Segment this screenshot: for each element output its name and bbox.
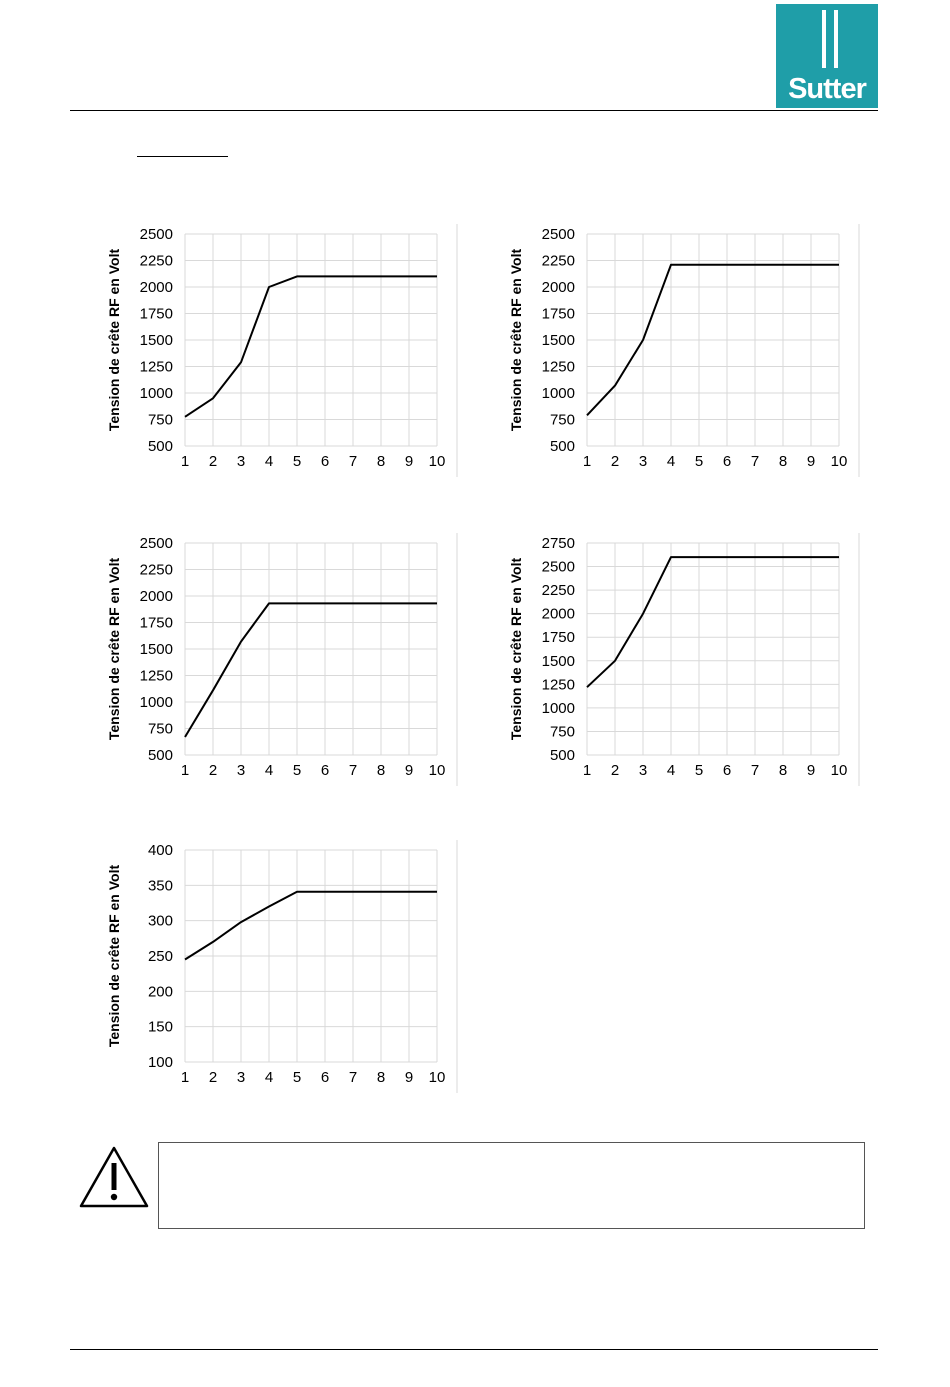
x-tick-label: 8 xyxy=(376,453,386,470)
x-tick-label: 7 xyxy=(348,453,358,470)
y-axis-label: Tension de crête RF en Volt xyxy=(508,248,524,432)
series-line xyxy=(185,603,437,737)
y-axis-label: Tension de crête RF en Volt xyxy=(508,557,524,741)
y-tick-label: 400 xyxy=(147,842,173,859)
y-tick-label: 1000 xyxy=(541,699,575,717)
y-tick-label: 750 xyxy=(549,723,575,741)
x-tick-label: 8 xyxy=(778,453,788,470)
x-tick-label: 10 xyxy=(830,453,848,470)
y-tick-label: 2000 xyxy=(541,279,575,296)
x-tick-label: 4 xyxy=(666,762,676,779)
x-tick-label: 3 xyxy=(236,453,246,470)
y-tick-label: 1000 xyxy=(139,385,173,402)
x-tick-label: 9 xyxy=(404,453,414,470)
x-tick-label: 8 xyxy=(376,762,386,779)
y-tick-label: 1750 xyxy=(541,305,575,323)
x-tick-label: 9 xyxy=(404,762,414,779)
x-tick-label: 6 xyxy=(320,762,330,779)
x-tick-label: 4 xyxy=(666,453,676,470)
y-tick-label: 2250 xyxy=(541,252,575,270)
y-tick-label: 1750 xyxy=(541,629,575,647)
x-tick-label: 1 xyxy=(180,1069,190,1086)
chart-2 xyxy=(502,222,862,480)
y-tick-label: 2500 xyxy=(541,558,575,576)
x-tick-label: 6 xyxy=(722,762,732,779)
x-tick-label: 7 xyxy=(750,453,760,470)
x-tick-label: 2 xyxy=(610,453,620,470)
x-tick-label: 6 xyxy=(722,453,732,470)
y-axis-label: Tension de crête RF en Volt xyxy=(106,557,122,741)
x-tick-label: 10 xyxy=(830,762,848,779)
y-tick-label: 2250 xyxy=(541,582,575,600)
y-tick-label: 2750 xyxy=(541,535,575,552)
chart-4 xyxy=(502,531,862,789)
x-tick-label: 2 xyxy=(610,762,620,779)
y-tick-label: 150 xyxy=(147,1018,173,1036)
y-tick-label: 100 xyxy=(147,1054,173,1071)
y-tick-label: 500 xyxy=(549,438,575,455)
x-tick-label: 8 xyxy=(376,1069,386,1086)
chart-1 xyxy=(100,222,460,480)
x-tick-label: 2 xyxy=(208,453,218,470)
series-line xyxy=(587,557,839,687)
x-tick-label: 3 xyxy=(236,1069,246,1086)
y-tick-label: 2000 xyxy=(139,279,173,296)
x-tick-label: 10 xyxy=(428,762,446,779)
x-tick-label: 6 xyxy=(320,1069,330,1086)
x-tick-label: 7 xyxy=(348,1069,358,1086)
y-tick-label: 1750 xyxy=(139,305,173,323)
sutter-logo xyxy=(776,4,878,108)
x-tick-label: 10 xyxy=(428,1069,446,1086)
warning-box xyxy=(158,1142,865,1229)
y-tick-label: 250 xyxy=(147,948,173,965)
y-tick-label: 1750 xyxy=(139,614,173,632)
chart-3 xyxy=(100,531,460,789)
x-tick-label: 3 xyxy=(638,762,648,779)
y-tick-label: 350 xyxy=(147,877,173,895)
chart-5 xyxy=(100,838,460,1096)
y-tick-label: 1500 xyxy=(541,652,575,670)
x-tick-label: 5 xyxy=(292,1069,302,1086)
x-tick-label: 10 xyxy=(428,453,446,470)
x-tick-label: 2 xyxy=(208,1069,218,1086)
y-tick-label: 1250 xyxy=(541,676,575,694)
y-tick-label: 1500 xyxy=(541,332,575,349)
y-tick-label: 2250 xyxy=(139,252,173,270)
y-tick-label: 1250 xyxy=(139,358,173,376)
x-tick-label: 3 xyxy=(236,762,246,779)
y-tick-label: 1000 xyxy=(139,694,173,711)
warning-triangle-icon xyxy=(78,1145,150,1209)
heading-underline xyxy=(137,156,228,157)
x-tick-label: 4 xyxy=(264,762,274,779)
x-tick-label: 3 xyxy=(638,453,648,470)
y-axis-label: Tension de crête RF en Volt xyxy=(106,248,122,432)
y-axis-label: Tension de crête RF en Volt xyxy=(106,864,122,1048)
footer-rule xyxy=(70,1349,878,1350)
x-tick-label: 8 xyxy=(778,762,788,779)
logo-text: Sutter xyxy=(788,73,866,105)
x-tick-label: 9 xyxy=(404,1069,414,1086)
y-tick-label: 2000 xyxy=(139,588,173,605)
y-tick-label: 750 xyxy=(147,411,173,429)
y-tick-label: 2500 xyxy=(139,535,173,552)
y-tick-label: 1500 xyxy=(139,641,173,658)
x-tick-label: 6 xyxy=(320,453,330,470)
y-tick-label: 200 xyxy=(147,983,173,1001)
y-tick-label: 1250 xyxy=(139,667,173,685)
x-tick-label: 1 xyxy=(180,453,190,470)
header-rule xyxy=(70,110,878,111)
x-tick-label: 5 xyxy=(292,762,302,779)
x-tick-label: 1 xyxy=(180,762,190,779)
series-line xyxy=(185,276,437,416)
y-tick-label: 500 xyxy=(147,747,173,764)
y-tick-label: 500 xyxy=(549,747,575,764)
x-tick-label: 9 xyxy=(806,762,816,779)
x-tick-label: 5 xyxy=(694,762,704,779)
x-tick-label: 1 xyxy=(582,453,592,470)
x-tick-label: 5 xyxy=(292,453,302,470)
series-line xyxy=(185,892,437,960)
x-tick-label: 5 xyxy=(694,453,704,470)
x-tick-label: 1 xyxy=(582,762,592,779)
y-tick-label: 300 xyxy=(147,912,173,930)
x-tick-label: 9 xyxy=(806,453,816,470)
y-tick-label: 2000 xyxy=(541,605,575,623)
logo-bars-icon xyxy=(820,10,840,68)
y-tick-label: 750 xyxy=(549,411,575,429)
y-tick-label: 750 xyxy=(147,720,173,738)
y-tick-label: 1000 xyxy=(541,385,575,402)
y-tick-label: 1500 xyxy=(139,332,173,349)
x-tick-label: 7 xyxy=(750,762,760,779)
x-tick-label: 2 xyxy=(208,762,218,779)
y-tick-label: 2500 xyxy=(541,226,575,243)
y-tick-label: 2250 xyxy=(139,561,173,579)
y-tick-label: 2500 xyxy=(139,226,173,243)
x-tick-label: 4 xyxy=(264,453,274,470)
y-tick-label: 1250 xyxy=(541,358,575,376)
x-tick-label: 7 xyxy=(348,762,358,779)
x-tick-label: 4 xyxy=(264,1069,274,1086)
y-tick-label: 500 xyxy=(147,438,173,455)
